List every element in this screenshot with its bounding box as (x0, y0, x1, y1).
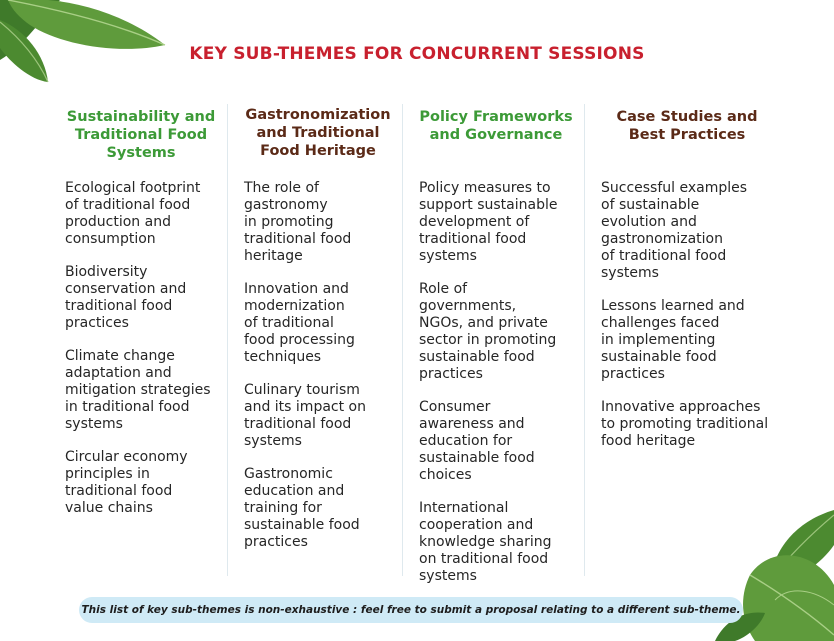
list-item: Gastronomic education and training for sustainable food practices (244, 466, 360, 550)
column-heading: Gastronomization and Traditional Food Heritage (245, 107, 391, 159)
list-item: The role of gastronomy in promoting traditional food heritage (244, 180, 352, 264)
page-title: KEY SUB-THEMES FOR CONCURRENT SESSIONS (189, 44, 645, 64)
sub-theme-list (419, 180, 557, 601)
list-item: Biodiversity conservation and traditional food practices (65, 264, 187, 331)
column-sustainability (62, 104, 220, 582)
column-case-studies (597, 104, 777, 582)
sub-theme-list (65, 180, 211, 533)
column-heading: Policy Frameworks and Governance (419, 109, 573, 143)
list-item: Consumer awareness and education for sustainable food choices (419, 399, 535, 483)
list-item: International cooperation and knowledge sharing on traditional food systems (419, 500, 552, 584)
sub-theme-list (244, 180, 366, 567)
list-item: Innovative approaches to promoting traditional food heritage (601, 399, 769, 449)
list-item: Successful examples of sustainable evolution and gastronomization of traditional food systems (601, 180, 748, 281)
list-item: Innovation and modernization of traditional food processing techniques (244, 281, 355, 365)
sub-theme-list (601, 180, 768, 466)
column-heading: Case Studies and Best Practices (616, 109, 758, 143)
column-gastronomization (240, 104, 396, 582)
column-heading: Sustainability and Traditional Food Systems (66, 109, 216, 161)
column-divider (402, 104, 403, 576)
column-divider (227, 104, 228, 576)
list-item: Role of governments, NGOs, and private sector in promoting sustainable food practices (419, 281, 557, 382)
list-item: Circular economy principles in traditional food value chains (65, 449, 188, 516)
list-item: Ecological footprint of traditional food production and consumption (65, 180, 201, 247)
list-item: Climate change adaptation and mitigation strategies in traditional food systems (65, 348, 211, 432)
footer-note-text: This list of key sub-themes is non-exhaustive : feel free to submit a proposal relating to a different sub-theme. (81, 604, 741, 616)
list-item: Lessons learned and challenges faced in implementing sustainable food practices (601, 298, 745, 382)
column-divider (584, 104, 585, 576)
footer-note (79, 597, 743, 623)
list-item: Policy measures to support sustainable development of traditional food systems (419, 180, 558, 264)
column-policy (415, 104, 577, 582)
list-item: Culinary tourism and its impact on traditional food systems (244, 382, 366, 449)
